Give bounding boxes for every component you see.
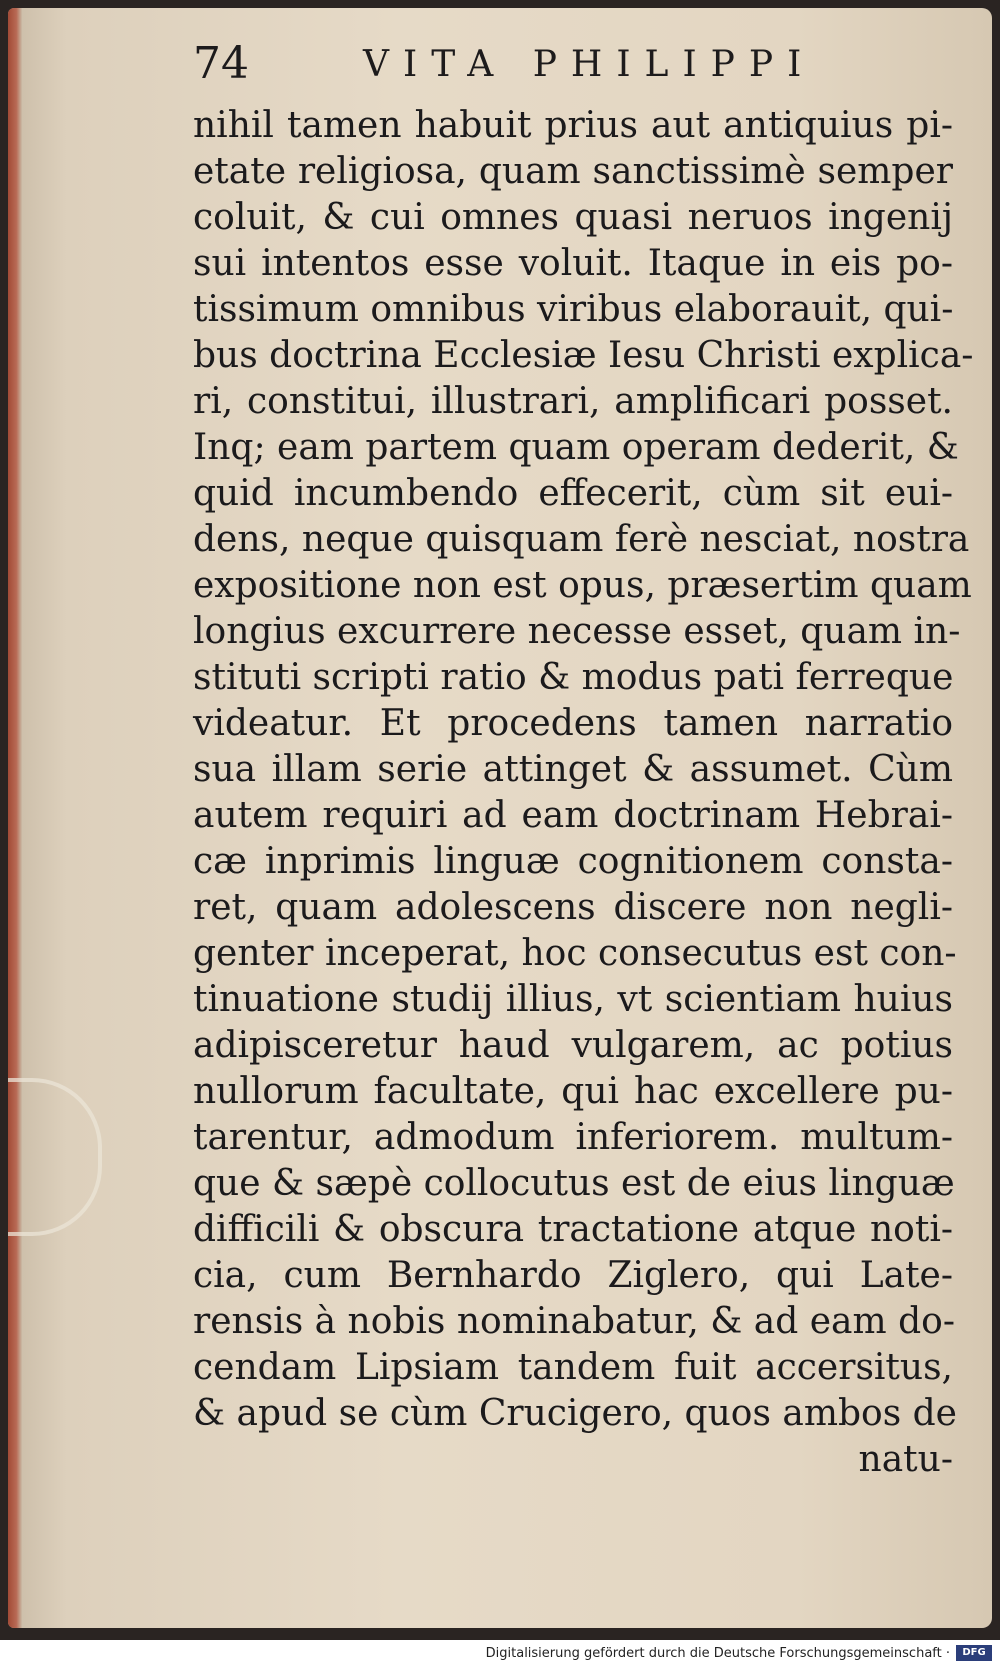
text-line: nullorum facultate, qui hac excellere pu-: [193, 1071, 953, 1112]
page-clip-icon: [8, 1078, 102, 1236]
text-line: & apud se cùm Crucigero, quos ambos de: [193, 1393, 957, 1434]
text-line: etate religiosa, quam sanctissimè semper: [193, 151, 953, 192]
text-line: que & sæpè collocutus est de eius linguæ: [193, 1163, 955, 1204]
text-line: sui intentos esse voluit. Itaque in eis po-: [193, 243, 953, 284]
text-line: nihil tamen habuit prius aut antiquius pi-: [193, 105, 953, 146]
text-line: tarentur, admodum inferiorem. multum-: [193, 1117, 953, 1158]
text-line: adipisceretur haud vulgarem, ac potius: [193, 1025, 953, 1066]
text-line: tissimum omnibus viribus elaborauit, qui-: [193, 289, 954, 330]
text-line: quid incumbendo effecerit, cùm sit eui-: [193, 473, 953, 514]
text-line: tinuatione studij illius, vt scientiam huius: [193, 979, 953, 1020]
text-line: longius excurrere necesse esset, quam in-: [193, 611, 961, 652]
page-header: [193, 38, 933, 98]
text-line: genter inceperat, hoc consecutus est con-: [193, 933, 957, 974]
text-line: stituti scripti ratio & modus pati ferreque: [193, 657, 954, 698]
funding-credit: Digitalisierung gefördert durch die Deutsche Forschungsgemeinschaft ·: [485, 1646, 950, 1661]
text-line: videatur. Et procedens tamen narratio: [193, 703, 953, 744]
book-page: [8, 8, 992, 1628]
text-line: autem requiri ad eam doctrinam Hebrai-: [193, 795, 953, 836]
text-line: coluit, & cui omnes quasi neruos ingenij: [193, 197, 953, 238]
text-line: Inq; eam partem quam operam dederit, &: [193, 427, 959, 468]
text-line: dens, neque quisquam ferè nesciat, nostra: [193, 519, 970, 560]
text-line: expositione non est opus, præsertim quam: [193, 565, 972, 606]
text-line: sua illam serie attinget & assumet. Cùm: [193, 749, 953, 790]
running-title: VITA PHILIPPI: [363, 44, 816, 85]
text-line: cendam Lipsiam tandem fuit accersitus,: [193, 1347, 953, 1388]
page-number: 74: [193, 38, 249, 89]
catchword: natu-: [858, 1439, 953, 1480]
text-line: cæ inprimis linguæ cognitionem consta-: [193, 841, 953, 882]
footer-bar: [0, 1640, 1000, 1668]
text-line: ri, constitui, illustrari, amplificari posset.: [193, 381, 953, 422]
page-edge: [8, 8, 22, 1628]
text-line: cia, cum Bernhardo Ziglero, qui Late-: [193, 1255, 953, 1296]
text-line: rensis à nobis nominabatur, & ad eam do-: [193, 1301, 955, 1342]
text-line: difficili & obscura tractatione atque noti-: [193, 1209, 953, 1250]
text-line: bus doctrina Ecclesiæ Iesu Christi explica-: [193, 335, 974, 376]
text-line: ret, quam adolescens discere non negli-: [193, 887, 953, 928]
body-text: [193, 103, 974, 1483]
dfg-logo-icon: DFG: [956, 1645, 992, 1661]
